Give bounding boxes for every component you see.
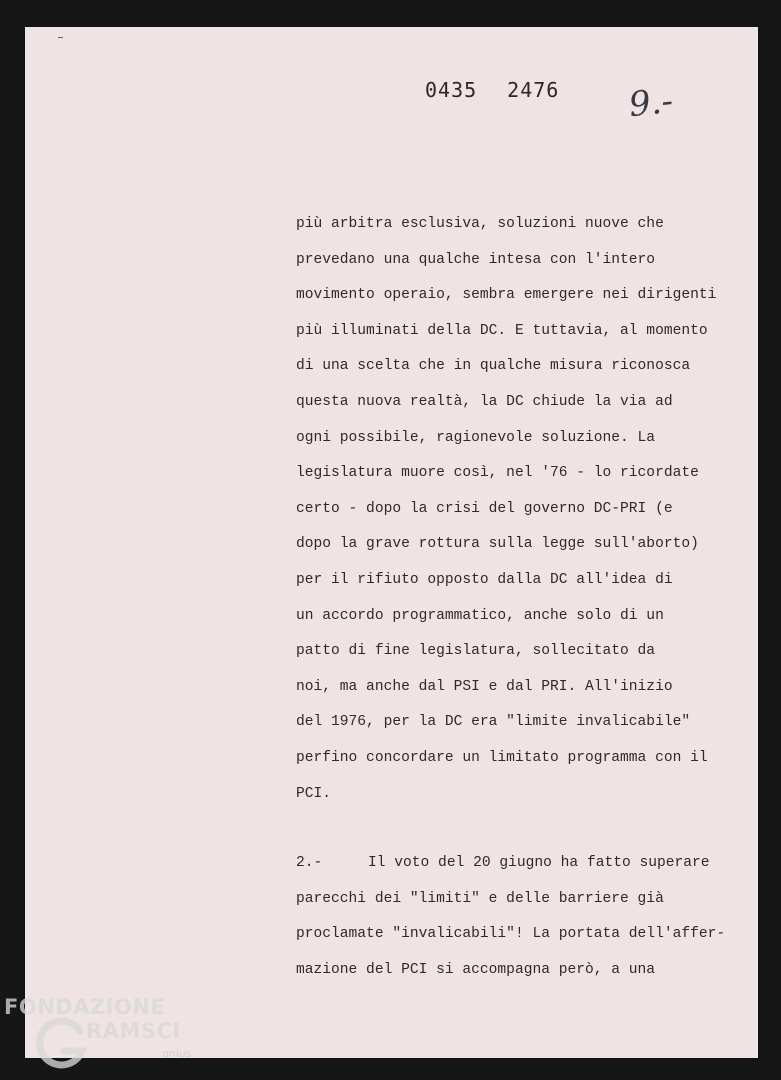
section-first-line: Il voto del 20 giugno ha fatto superare [368,855,710,872]
text-line: movimento operaio, sembra emergere nei dirigenti [296,287,717,304]
text-line: mazione del PCI si accompagna però, a una [296,961,656,978]
body-text [296,209,756,990]
text-line: per il rifiuto opposto dalla DC all'idea di [296,571,673,588]
watermark-line1: FONDAZIONE [4,995,166,1019]
text-line: un accordo programmatico, anche solo di un [296,607,664,624]
paragraph-gap [296,814,756,848]
archive-code-first: 0435 [425,78,478,102]
handwritten-page-number: 9.- [627,80,675,126]
text-line: legislatura muore così, nel '76 - lo ricordate [296,465,699,482]
watermark-line2: RAMSCI [86,1019,181,1043]
text-line: dopo la grave rottura sulla legge sull'aborto) [296,536,699,553]
text-line: proclamate "invalicabili"! La portata dell'affer- [296,926,726,943]
text-line: ogni possibile, ragionevole soluzione. La [296,429,656,446]
corner-mark [58,37,63,38]
text-line: di una scelta che in qualche misura riconosca [296,358,691,375]
fondazione-gramsci-watermark [4,995,194,1075]
watermark-line3: onlus [162,1047,192,1060]
g-logo-icon [34,1017,90,1073]
section-heading-line [296,848,756,884]
text-line: certo - dopo la crisi del governo DC-PRI (e [296,500,673,517]
archive-code [425,78,559,102]
section-number: 2.- [296,855,323,872]
text-line: più arbitra esclusiva, soluzioni nuove che [296,216,664,232]
archive-code-second: 2476 [507,78,560,102]
text-line: PCI. [296,785,332,802]
text-line: del 1976, per la DC era "limite invalicabile" [296,714,691,731]
text-line: noi, ma anche dal PSI e dal PRI. All'inizio [296,678,673,695]
text-line: parecchi dei "limiti" e delle barriere già [296,890,664,907]
text-line: prevedano una qualche intesa con l'intero [296,251,656,268]
text-line: perfino concordare un limitato programma con il [296,749,708,766]
text-line: più illuminati della DC. E tuttavia, al momento [296,322,708,339]
text-line: patto di fine legislatura, sollecitato da [296,643,656,660]
text-line: questa nuova realtà, la DC chiude la via ad [296,393,673,410]
